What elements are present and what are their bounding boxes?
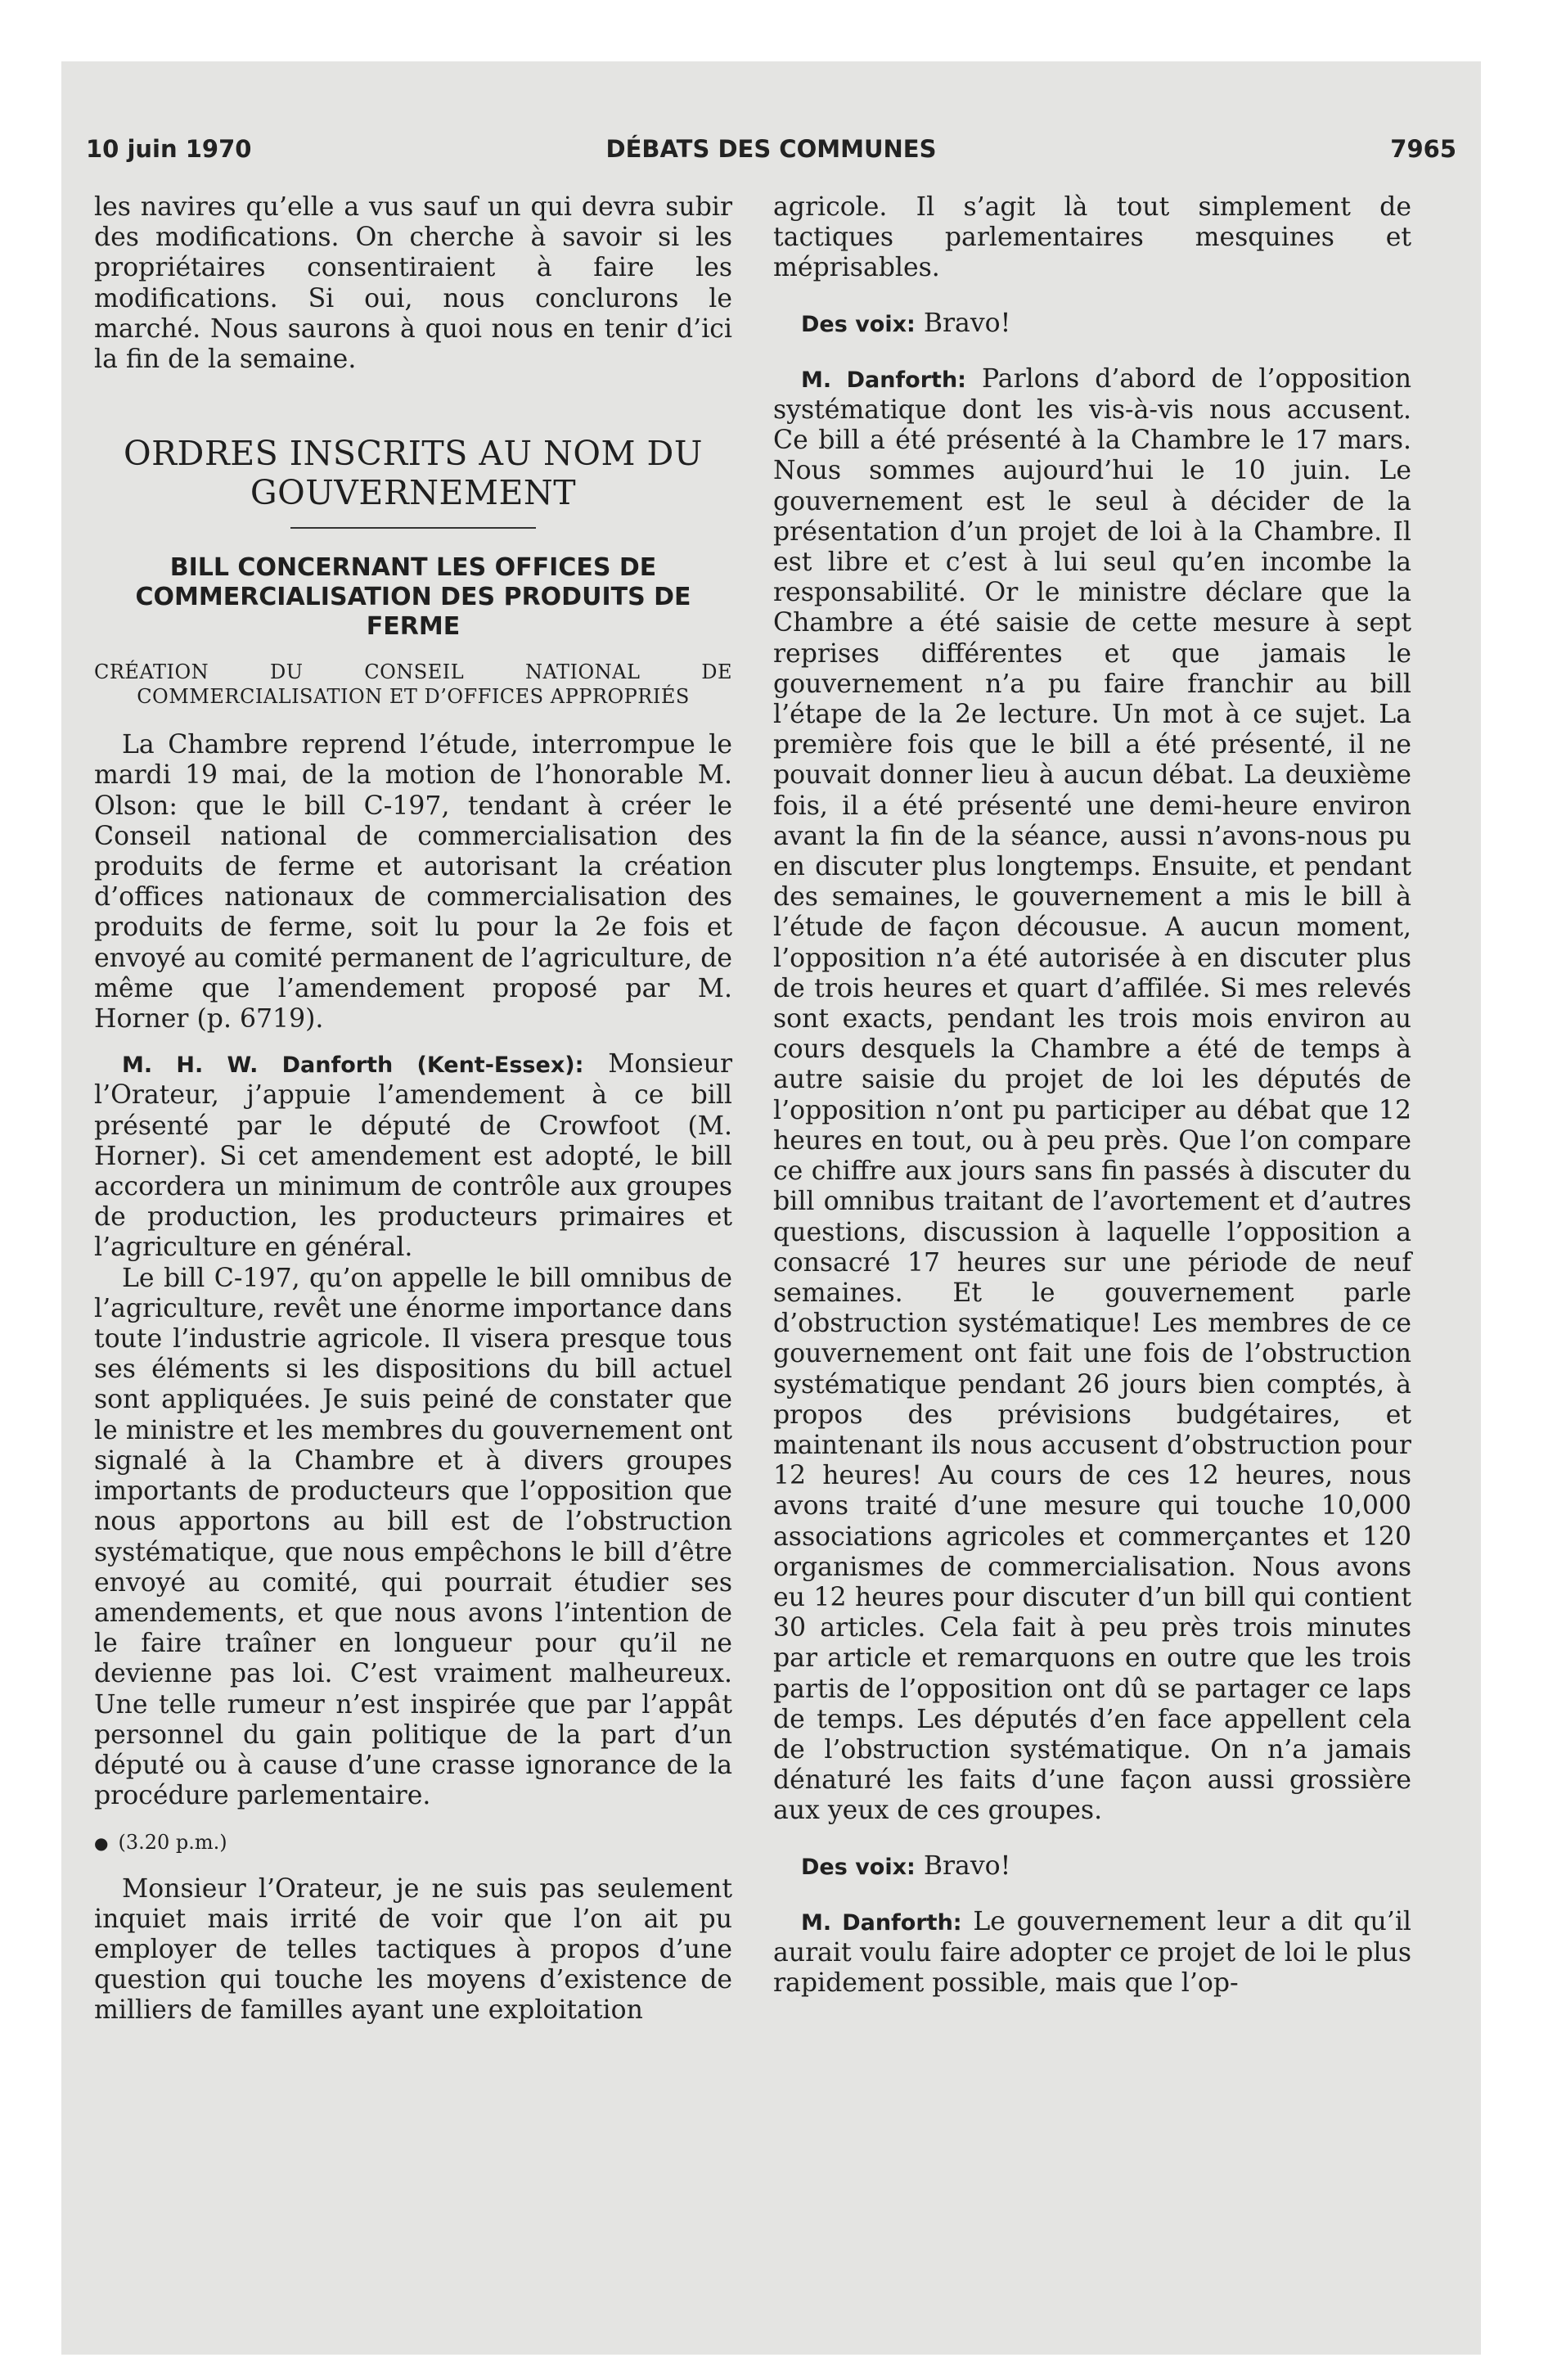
left-column xyxy=(94,192,732,2026)
title-divider xyxy=(290,527,536,529)
scanned-page xyxy=(61,61,1481,2355)
header-title: DÉBATS DES COMMUNES xyxy=(605,135,937,163)
section-title: ORDRES INSCRITS AU NOM DU GOUVERNEMENT xyxy=(124,434,703,513)
right-column xyxy=(773,192,1411,1999)
intro-paragraph: les navires qu’elle a vus sauf un qui devra subir des modifications. On cherche à savoir si les propriétaires consentiraient à faire les modifications. Si oui, nous conclurons le marché. Nous saurons à quoi nous en tenir d’ici la fin de la semaine. xyxy=(94,192,732,375)
speaker-voix: Des voix: xyxy=(801,1854,916,1880)
timestamp-text: (3.20 p.m.) xyxy=(118,1831,227,1855)
speaker-name: M. Danforth: xyxy=(801,1909,962,1936)
voix-text: Bravo! xyxy=(923,1850,1011,1881)
speaker-name: M. Danforth: xyxy=(801,367,966,393)
danforth-paragraph-1 xyxy=(94,1049,732,1263)
speech-text: Parlons d’abord de l’opposition systématique dont les vis-à-vis nous accusent. Ce bill a été présenté à la Chambre le 17 mars. Nous sommes aujourd’hui le 10 juin. Le gouvernement est le seul à décider de la présentation d’un projet de loi à la Chambre. Il est libre et c’est à lui seul qu’en incombe la responsabilité. Or le ministre déclare que la Chambre a été saisie de cette mesure à sept reprises différentes et que jamais le gouvernement n’a pu faire franchir au bill l’étape de la 2e lecture. Un mot à ce sujet. La première fois que le bill a été présenté, il ne pouvait donner lieu à aucun débat. La deuxième fois, il a été présenté une demi-heure environ avant la fin de la séance, aussi n’avons-nous pu en discuter plus longtemps. Ensuite, et pendant des semaines, le gouvernement a mis le bill à l’étude de façon décousue. A aucun moment, l’opposition n’a été autorisée à en discuter plus de trois heures et quart d’affilée. Si mes relevés sont exacts, pendant les trois mois environ au cours desquels la Chambre a été de temps à autre saisie du projet de loi les députés de l’opposition n’ont pu participer au débat que 12 heures en tout, ou à peu près. Que l’on compare ce chiffre aux jours sans fin passés à discuter du bill omnibus traitant de l’avortement et d’autres questions, discussion à laquelle l’opposition a consacré 17 heures sur une période de neuf semaines. Et le gouvernement parle d’obstruction systématique! Les membres de ce gouvernement ont fait une fois de l’obstruction systématique pendant 26 jours bien comptés, à propos des prévisions budgétaires, et maintenant ils nous accusent d’obstruction pour 12 heures! Au cours de ces 12 heures, nous avons traité d’une mesure qui touche 10,000 associations agricoles et commerçantes et 120 organismes de commercialisation. Nous avons eu 12 heures pour discuter d’un bill qui contient 30 articles. Cela fait à peu près trois minutes par article et remarquons en outre que les trois partis de l’opposition ont dû se partager ce laps de temps. Les députés d’en face appellent cela de l’obstruction systématique. On n’a jamais dénaturé les faits d’une façon aussi grossière aux yeux de ces groupes. xyxy=(773,363,1411,1826)
speaker-name: M. H. W. Danforth (Kent-Essex): xyxy=(122,1053,584,1079)
speaker-voix: Des voix: xyxy=(801,311,916,337)
danforth-paragraph-5 xyxy=(773,1907,1411,1999)
danforth-paragraph-4 xyxy=(773,364,1411,1827)
voix-line-1 xyxy=(773,309,1411,340)
continued-paragraph: agricole. Il s’agit là tout simplement de tactiques parlementaires mesquines et méprisables. xyxy=(773,192,1411,283)
speech-text: Monsieur l’Orateur, j’appuie l’amendement à ce bill présenté par le député de Crowfoot (M. Horner). Si cet amendement est adopté, le bill accordera un minimum de contrôle aux groupes de production, les producteurs primaires et l’agriculture en général. xyxy=(94,1049,732,1263)
header-page-number: 7965 xyxy=(1390,135,1456,163)
voix-text: Bravo! xyxy=(923,308,1011,338)
page-header xyxy=(86,135,1456,176)
voix-line-2 xyxy=(773,1851,1411,1882)
reprise-paragraph: La Chambre reprend l’étude, interrompue le mardi 19 mai, de la motion de l’honorable M. Olson: que le bill C-197, tendant à créer le Conseil national de commercialisation des produits de ferme et autorisant la création d’offices nationaux de commercialisation des produits de ferme, soit lu pour la 2e fois et envoyé au comité permanent de l’agriculture, de même que l’amendement proposé par M. Horner (p. 6719). xyxy=(94,730,732,1034)
timestamp xyxy=(94,1828,732,1859)
speech-text: Le gouvernement leur a dit qu’il aurait voulu faire adopter ce projet de loi le plus rapidement possible, mais que l’op- xyxy=(773,1906,1412,1999)
bill-title: BILL CONCERNANT LES OFFICES DE COMMERCIALISATION DES PRODUITS DE FERME xyxy=(135,553,691,642)
bill-subtitle: CRÉATION DU CONSEIL NATIONAL DE COMMERCIALISATION ET D’OFFICES APPROPRIÉS xyxy=(94,660,732,709)
danforth-paragraph-3: Monsieur l’Orateur, je ne suis pas seulement inquiet mais irrité de voir que l’on ait pu employer de telles tactiques à propos d’une question qui touche les moyens d’existence de milliers de familles ayant une exploitation xyxy=(94,1873,732,2026)
header-date: 10 juin 1970 xyxy=(86,135,252,163)
danforth-paragraph-2: Le bill C-197, qu’on appelle le bill omnibus de l’agriculture, revêt une énorme importance dans toute l’industrie agricole. Il visera presque tous ses éléments si les dispositions du bill actuel sont appliquées. Je suis peiné de constater que le ministre et les membres du gouvernement ont signalé à la Chambre et à divers groupes importants de producteurs que l’opposition que nous apportons au bill est de l’obstruction systématique, que nous empêchons le bill d’être envoyé au comité, qui pourrait étudier ses amendements, et que nous avons l’intention de le faire traîner en longueur pour qu’il ne devienne pas loi. C’est vraiment malheureux. Une telle rumeur n’est inspirée que par l’appât personnel du gain politique de la part d’un député ou à cause d’une crasse ignorance de la procédure parlementaire. xyxy=(94,1263,732,1811)
bullet-icon: ● xyxy=(94,1833,109,1854)
